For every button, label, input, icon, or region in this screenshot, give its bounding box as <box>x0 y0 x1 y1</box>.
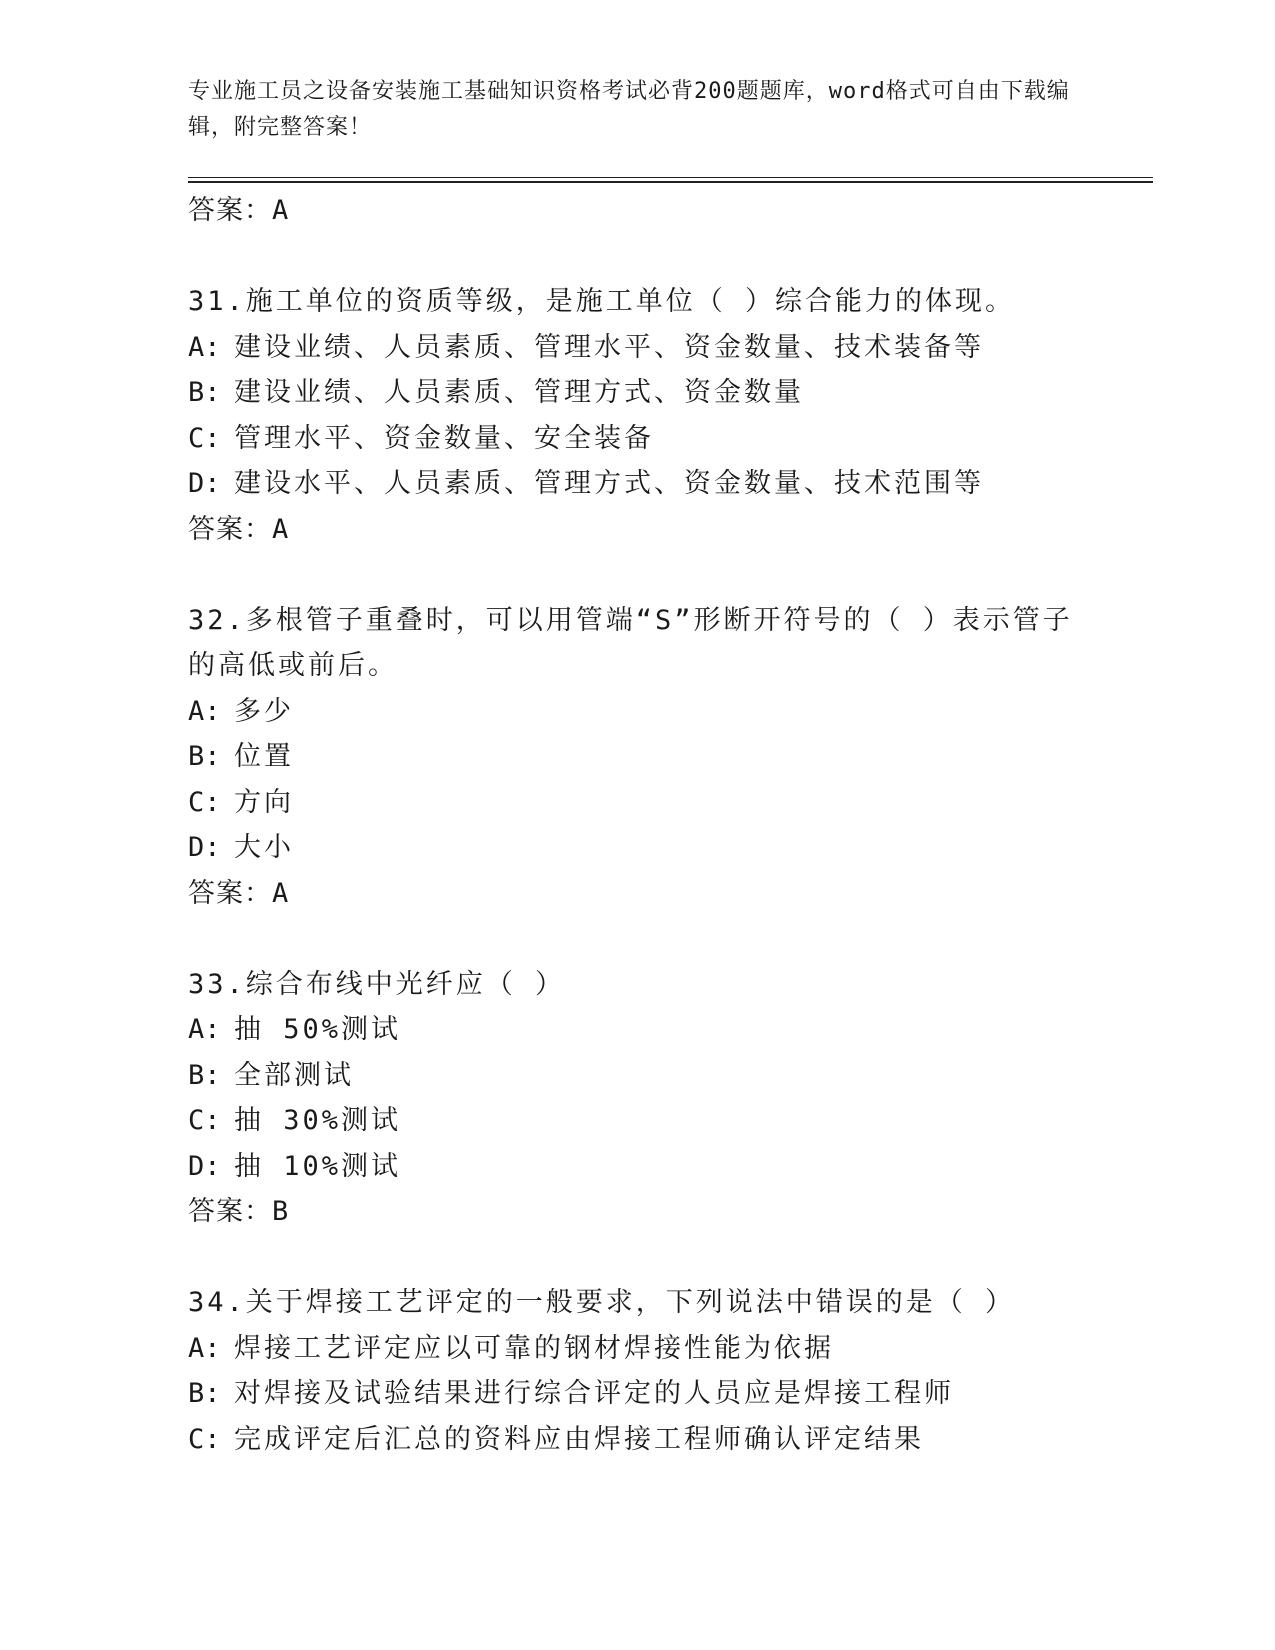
header-divider-thin <box>188 177 1153 178</box>
option-letter: C: <box>188 786 221 818</box>
option-a <box>188 1326 1088 1372</box>
answer-line: 答案：B <box>188 1196 290 1227</box>
answer-line: 答案：A <box>188 877 290 909</box>
spacer <box>188 916 1088 962</box>
document-header: 专业施工员之设备安装施工基础知识资格考试必背200题题库，word格式可自由下载编辑，附完整答案！ <box>188 79 1070 140</box>
option-letter: A: <box>188 1332 221 1364</box>
option-letter: C: <box>188 1423 221 1455</box>
option-text: 对焊接及试验结果进行综合评定的人员应是焊接工程师 <box>234 1378 954 1409</box>
option-b <box>188 370 1088 416</box>
option-text: 抽 30%测试 <box>234 1105 402 1136</box>
option-text: 方向 <box>234 786 294 818</box>
option-letter: A: <box>188 331 221 363</box>
spacer <box>188 234 1088 280</box>
option-text: 焊接工艺评定应以可靠的钢材焊接性能为依据 <box>234 1332 834 1364</box>
option-text: 抽 10%测试 <box>234 1150 402 1182</box>
question-list <box>188 188 1088 1462</box>
option-d <box>188 1144 1088 1190</box>
answer-line: 答案：A <box>188 195 290 226</box>
option-a <box>188 689 1088 735</box>
option-c <box>188 780 1088 826</box>
answer-line: 答案：A <box>188 513 290 545</box>
option-c <box>188 1417 1088 1463</box>
option-text: 建设业绩、人员素质、管理水平、资金数量、技术装备等 <box>234 331 984 363</box>
header-divider-thick <box>188 181 1153 183</box>
question-stem: 32.多根管子重叠时，可以用管端“S”形断开符号的（ ）表示管子的高低或前后。 <box>188 604 1073 681</box>
option-letter: D: <box>188 1150 221 1182</box>
question-block <box>188 279 1088 552</box>
option-text: 全部测试 <box>234 1059 354 1091</box>
spacer <box>188 552 1088 598</box>
question-stem: 31.施工单位的资质等级，是施工单位（ ）综合能力的体现。 <box>188 286 1016 317</box>
option-letter: B: <box>188 741 221 772</box>
option-letter: B: <box>188 1378 221 1409</box>
option-text: 位置 <box>234 741 294 772</box>
option-text: 完成评定后汇总的资料应由焊接工程师确认评定结果 <box>234 1423 924 1455</box>
question-block <box>188 598 1088 917</box>
option-b <box>188 1053 1088 1099</box>
option-b <box>188 1371 1088 1417</box>
option-letter: B: <box>188 1059 221 1091</box>
option-letter: A: <box>188 1014 221 1045</box>
option-text: 建设业绩、人员素质、管理方式、资金数量 <box>234 377 804 408</box>
option-b <box>188 734 1088 780</box>
option-text: 多少 <box>234 695 294 727</box>
option-a <box>188 325 1088 371</box>
question-stem: 33.综合布线中光纤应（ ） <box>188 968 566 1000</box>
option-letter: A: <box>188 695 221 727</box>
option-text: 管理水平、资金数量、安全装备 <box>234 422 654 454</box>
option-letter: C: <box>188 422 221 454</box>
option-text: 抽 50%测试 <box>234 1014 402 1045</box>
option-c <box>188 1098 1088 1144</box>
option-letter: D: <box>188 832 221 863</box>
option-a <box>188 1007 1088 1053</box>
option-d <box>188 461 1088 507</box>
question-stem: 34.关于焊接工艺评定的一般要求，下列说法中错误的是（ ） <box>188 1287 1016 1318</box>
option-letter: B: <box>188 377 221 408</box>
option-c <box>188 416 1088 462</box>
question-block <box>188 962 1088 1235</box>
spacer <box>188 1235 1088 1281</box>
option-text: 建设水平、人员素质、管理方式、资金数量、技术范围等 <box>234 468 984 499</box>
option-text: 大小 <box>234 832 294 863</box>
option-d <box>188 825 1088 871</box>
question-block <box>188 1280 1088 1462</box>
option-letter: D: <box>188 468 221 499</box>
option-letter: C: <box>188 1105 221 1136</box>
